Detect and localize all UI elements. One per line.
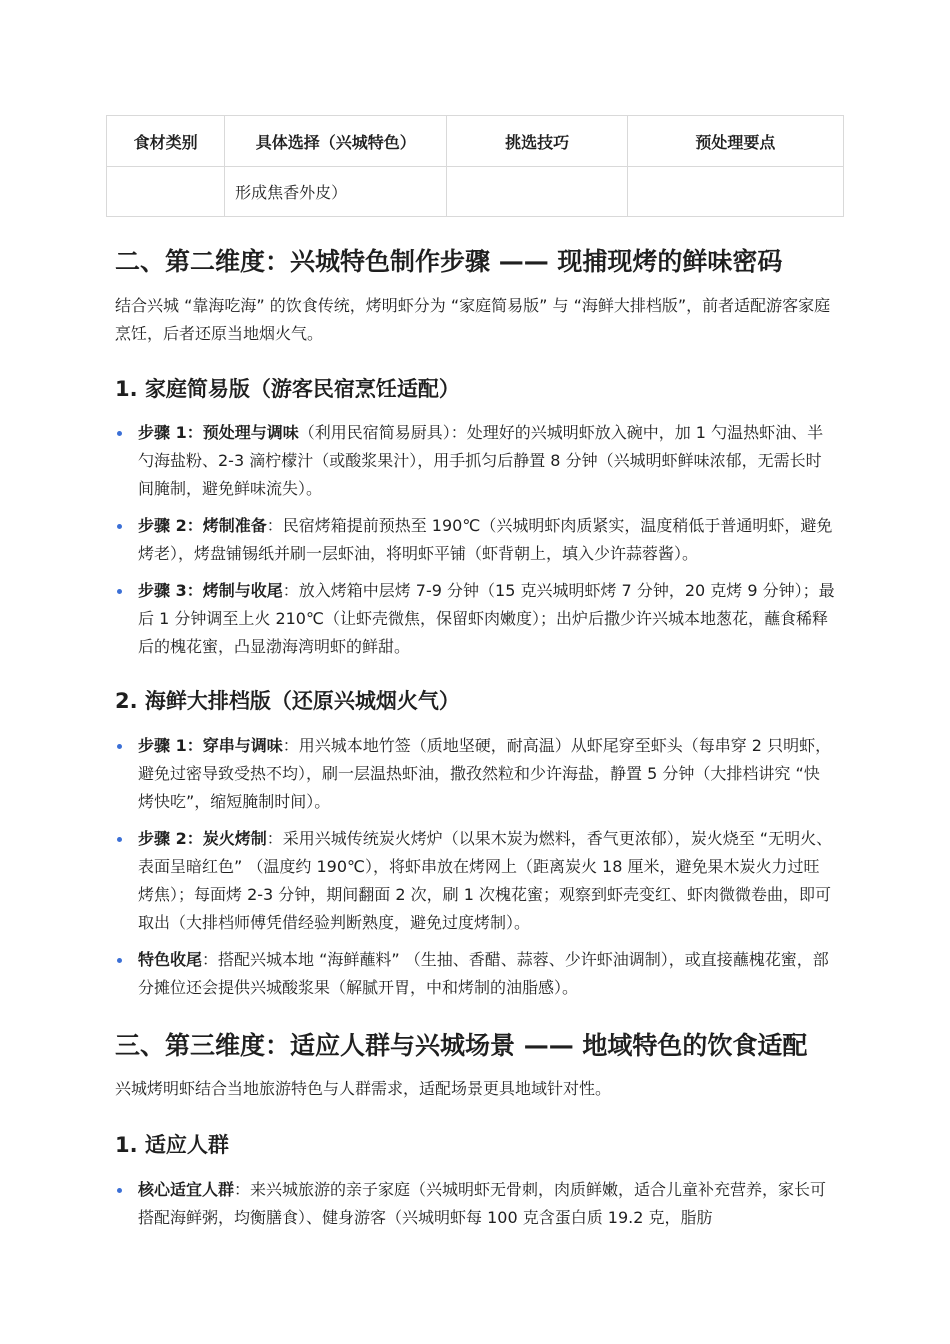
step-list <box>115 732 835 1011</box>
bullet-icon <box>117 837 122 842</box>
item-text: ：采用兴城传统炭火烤炉（以果木炭为燃料，香气更浓郁），炭火烧至 “无明火、表面呈暗红色” （温度约 190℃），将虾串放在烤网上（距离炭火 18 厘米，避免果木炭火力过旺烤焦）；每面烤 2-3 分钟，期间翻面 2 次，刷 1 次槐花蜜；观察到虾壳变红、虾肉微微卷曲，即可取出（大排档师傅凭借经验判断熟度，避免过度烤制）。 <box>138 829 833 932</box>
list-item <box>115 419 835 503</box>
table-cell: 形成焦香外皮） <box>225 167 447 217</box>
table-header-cell: 具体选择（兴城特色） <box>225 116 447 167</box>
table-row <box>107 167 844 217</box>
bullet-icon <box>117 431 122 436</box>
list-item <box>115 512 835 568</box>
table-header-cell: 食材类别 <box>107 116 225 167</box>
section-intro: 结合兴城 “靠海吃海” 的饮食传统，烤明虾分为 “家庭简易版” 与 “海鲜大排档版”，前者适配游客家庭烹饪，后者还原当地烟火气。 <box>115 296 831 343</box>
audience-list <box>115 1176 835 1241</box>
list-item <box>115 825 835 937</box>
section-heading: 二、第二维度：兴城特色制作步骤 —— 现捕现烤的鲜味密码 <box>115 247 783 276</box>
item-label: 特色收尾 <box>138 950 203 969</box>
table-header-cell: 挑选技巧 <box>447 116 627 167</box>
table-cell <box>627 167 843 217</box>
item-text: ：搭配兴城本地 “海鲜蘸料” （生抽、香醋、蒜蓉、少许虾油调制），或直接蘸槐花蜜，部分摊位还会提供兴城酸浆果（解腻开胃，中和烤制的油脂感）。 <box>138 950 829 997</box>
item-text: ：民宿烤箱提前预热至 190℃（兴城明虾肉质紧实，温度稍低于普通明虾，避免烤老），烤盘铺锡纸并刷一层虾油，将明虾平铺（虾背朝上，填入少许蒜蓉酱）。 <box>138 516 833 563</box>
table-cell <box>107 167 225 217</box>
item-label: 步骤 1：穿串与调味 <box>138 736 283 755</box>
bullet-icon <box>117 958 122 963</box>
bullet-icon <box>117 589 122 594</box>
bullet-icon <box>117 524 122 529</box>
bullet-icon <box>117 744 122 749</box>
subsection-heading: 2. 海鲜大排档版（还原兴城烟火气） <box>115 689 460 713</box>
table-header-cell: 预处理要点 <box>627 116 843 167</box>
subsection-heading: 1. 家庭简易版（游客民宿烹饪适配） <box>115 377 460 401</box>
item-text: （利用民宿简易厨具）：处理好的兴城明虾放入碗中，加 1 勺温热虾油、半勺海盐粉、2-3 滴柠檬汁（或酸浆果汁），用手抓匀后静置 8 分钟（兴城明虾鲜味浓郁，无需长时间腌制，避免鲜味流失）。 <box>138 423 824 498</box>
step-list <box>115 419 835 670</box>
table-header-row <box>107 116 844 167</box>
item-text: ：用兴城本地竹签（质地坚硬，耐高温）从虾尾穿至虾头（每串穿 2 只明虾，避免过密导致受热不均），刷一层温热虾油，撒孜然粒和少许海盐，静置 5 分钟（大排档讲究 “快烤快吃”，缩短腌制时间）。 <box>138 736 832 811</box>
section-heading: 三、第三维度：适应人群与兴城场景 —— 地域特色的饮食适配 <box>115 1031 808 1060</box>
list-item <box>115 732 835 816</box>
item-label: 步骤 2：炭火烤制 <box>138 829 267 848</box>
item-text: ：来兴城旅游的亲子家庭（兴城明虾无骨刺，肉质鲜嫩，适合儿童补充营养，家长可搭配海鲜粥，均衡膳食）、健身游客（兴城明虾每 100 克含蛋白质 19.2 克，脂肪 <box>138 1180 827 1227</box>
item-label: 核心适宜人群 <box>138 1180 235 1199</box>
ingredient-table-continued <box>106 115 844 217</box>
item-text: ：放入烤箱中层烤 7-9 分钟（15 克兴城明虾烤 7 分钟，20 克烤 9 分钟）；最后 1 分钟调至上火 210℃（让虾壳微焦，保留虾肉嫩度）；出炉后撒少许兴城本地葱花，蘸食稀释后的槐花蜜，凸显渤海湾明虾的鲜甜。 <box>138 581 835 656</box>
list-item <box>115 1176 835 1232</box>
table-cell <box>447 167 627 217</box>
item-label: 步骤 1：预处理与调味 <box>138 423 299 442</box>
list-item <box>115 577 835 661</box>
item-label: 步骤 2：烤制准备 <box>138 516 267 535</box>
bullet-icon <box>117 1188 122 1193</box>
item-label: 步骤 3：烤制与收尾 <box>138 581 283 600</box>
subsection-heading: 1. 适应人群 <box>115 1133 229 1157</box>
list-item <box>115 946 835 1002</box>
section-intro: 兴城烤明虾结合当地旅游特色与人群需求，适配场景更具地域针对性。 <box>115 1079 612 1098</box>
